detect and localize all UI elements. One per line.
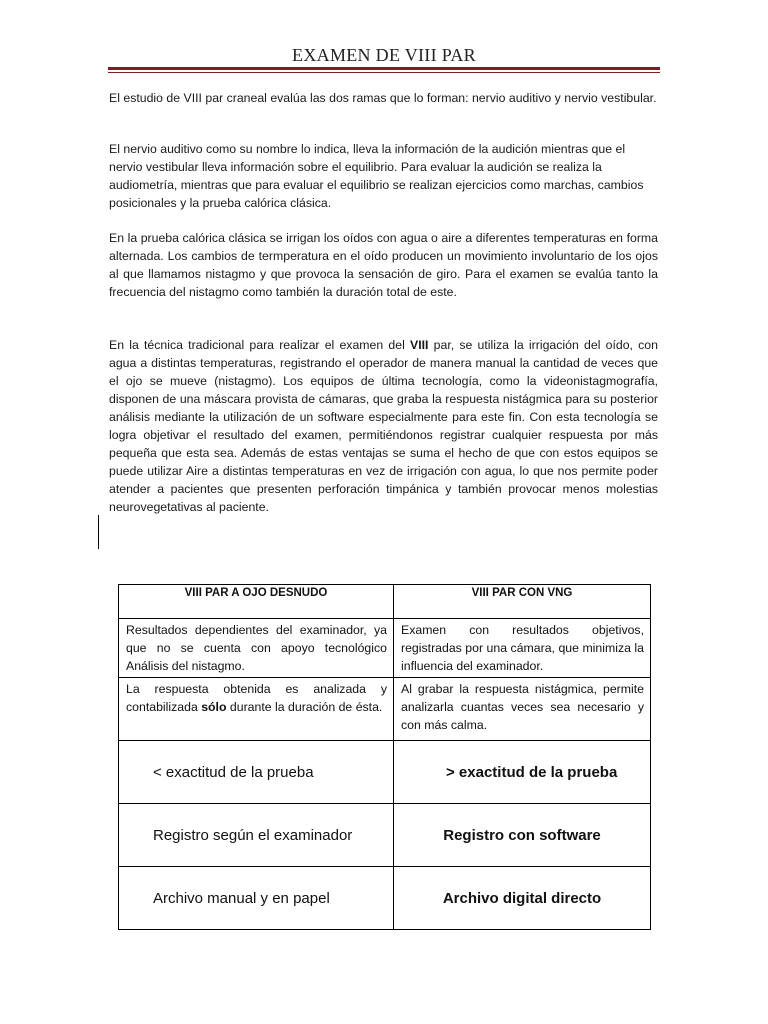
title-rule-thin <box>108 72 660 73</box>
paragraph-text: El estudio de VIII par craneal evalúa las dos ramas que lo forman: nervio auditivo y nervio vestibular. <box>109 91 657 105</box>
table-row <box>119 867 651 930</box>
table-cell: Archivo manual y en papel <box>119 867 394 930</box>
table-header-row <box>119 585 651 619</box>
text-run: durante la duración de ésta. <box>226 700 383 714</box>
table-row <box>119 619 651 678</box>
text-run: En la técnica tradicional para realizar el examen del <box>109 338 411 352</box>
table-cell: Al grabar la respuesta nistágmica, permite analizarla cuantas veces sea necesario y con más calma. <box>394 678 651 741</box>
text-cursor <box>98 515 99 549</box>
title-rule <box>108 67 660 70</box>
table-row <box>119 678 651 741</box>
table-cell: Registro según el examinador <box>119 804 394 867</box>
paragraph-intro <box>109 89 658 107</box>
header-naked-eye: VIII PAR A OJO DESNUDO <box>119 585 394 619</box>
table-cell: Archivo digital directo <box>394 867 651 930</box>
paragraph-caloric <box>109 229 658 301</box>
header-vng: VIII PAR CON VNG <box>394 585 651 619</box>
table-cell <box>119 678 394 741</box>
paragraph-text: El nervio auditivo como su nombre lo indica, lleva la información de la audición mientras que el nervio vestibular lleva información sobre el equilibrio. Para evaluar la audición se realiza la audiometría, mientras que para evaluar el equilibrio se realizan ejercicios como marchas, cambios posicionales y la prueba calórica clásica. <box>109 142 644 210</box>
table-cell: > exactitud de la prueba <box>394 741 651 804</box>
table-cell: Resultados dependientes del examinador, ya que no se cuenta con apoyo tecnológico Análisis del nistagmo. <box>119 619 394 678</box>
paragraph-auditory <box>109 140 658 212</box>
table-row <box>119 741 651 804</box>
table-cell: Registro con software <box>394 804 651 867</box>
text-bold: sólo <box>201 700 227 714</box>
text-bold: VIII <box>410 338 429 352</box>
comparison-table <box>118 584 651 930</box>
page-title: EXAMEN DE VIII PAR <box>292 45 476 65</box>
text-run: La respuesta obtenida es analizada y contabilizada <box>126 682 387 714</box>
table-cell: Examen con resultados objetivos, registradas por una cámara, que minimiza la influencia del examinador. <box>394 619 651 678</box>
table-row <box>119 804 651 867</box>
paragraph-text <box>109 336 658 516</box>
paragraph-technique <box>109 336 658 516</box>
paragraph-text: En la prueba calórica clásica se irrigan los oídos con agua o aire a diferentes temperaturas en forma alternada. Los cambios de termperatura en el oído producen un movimiento involuntario de los ojos al que llamamos nistagmo y que provoca la sensación de giro. Para el examen se evalúa tanto la frecuencia del nistagmo como también la duración total de este. <box>109 231 658 299</box>
text-run: par, se utiliza la irrigación del oído, con agua a distintas temperaturas, registrando el operador de manera manual la cantidad de veces que el ojo se mueve (nistagmo). Los equipos de última tecnología, como la videonistagmografía, disponen de una máscara provista de cámaras, que graba la respuesta nistágmica para su posterior análisis mediante la utilización de un software especialmente para este fin. Con esta tecnología se logra objetivar el resultado del examen, permitiéndonos registrar cualquier respuesta por más pequeña que esta sea. Además de estas ventajas se suma el hecho de que con estos equipos se puede utilizar Aire a distintas temperaturas en vez de irrigación con agua, lo que nos permite poder atender a pacientes que presenten perforación timpánica y también provocar menos molestias neurovegetativas al paciente. <box>109 338 658 514</box>
table-cell: < exactitud de la prueba <box>119 741 394 804</box>
